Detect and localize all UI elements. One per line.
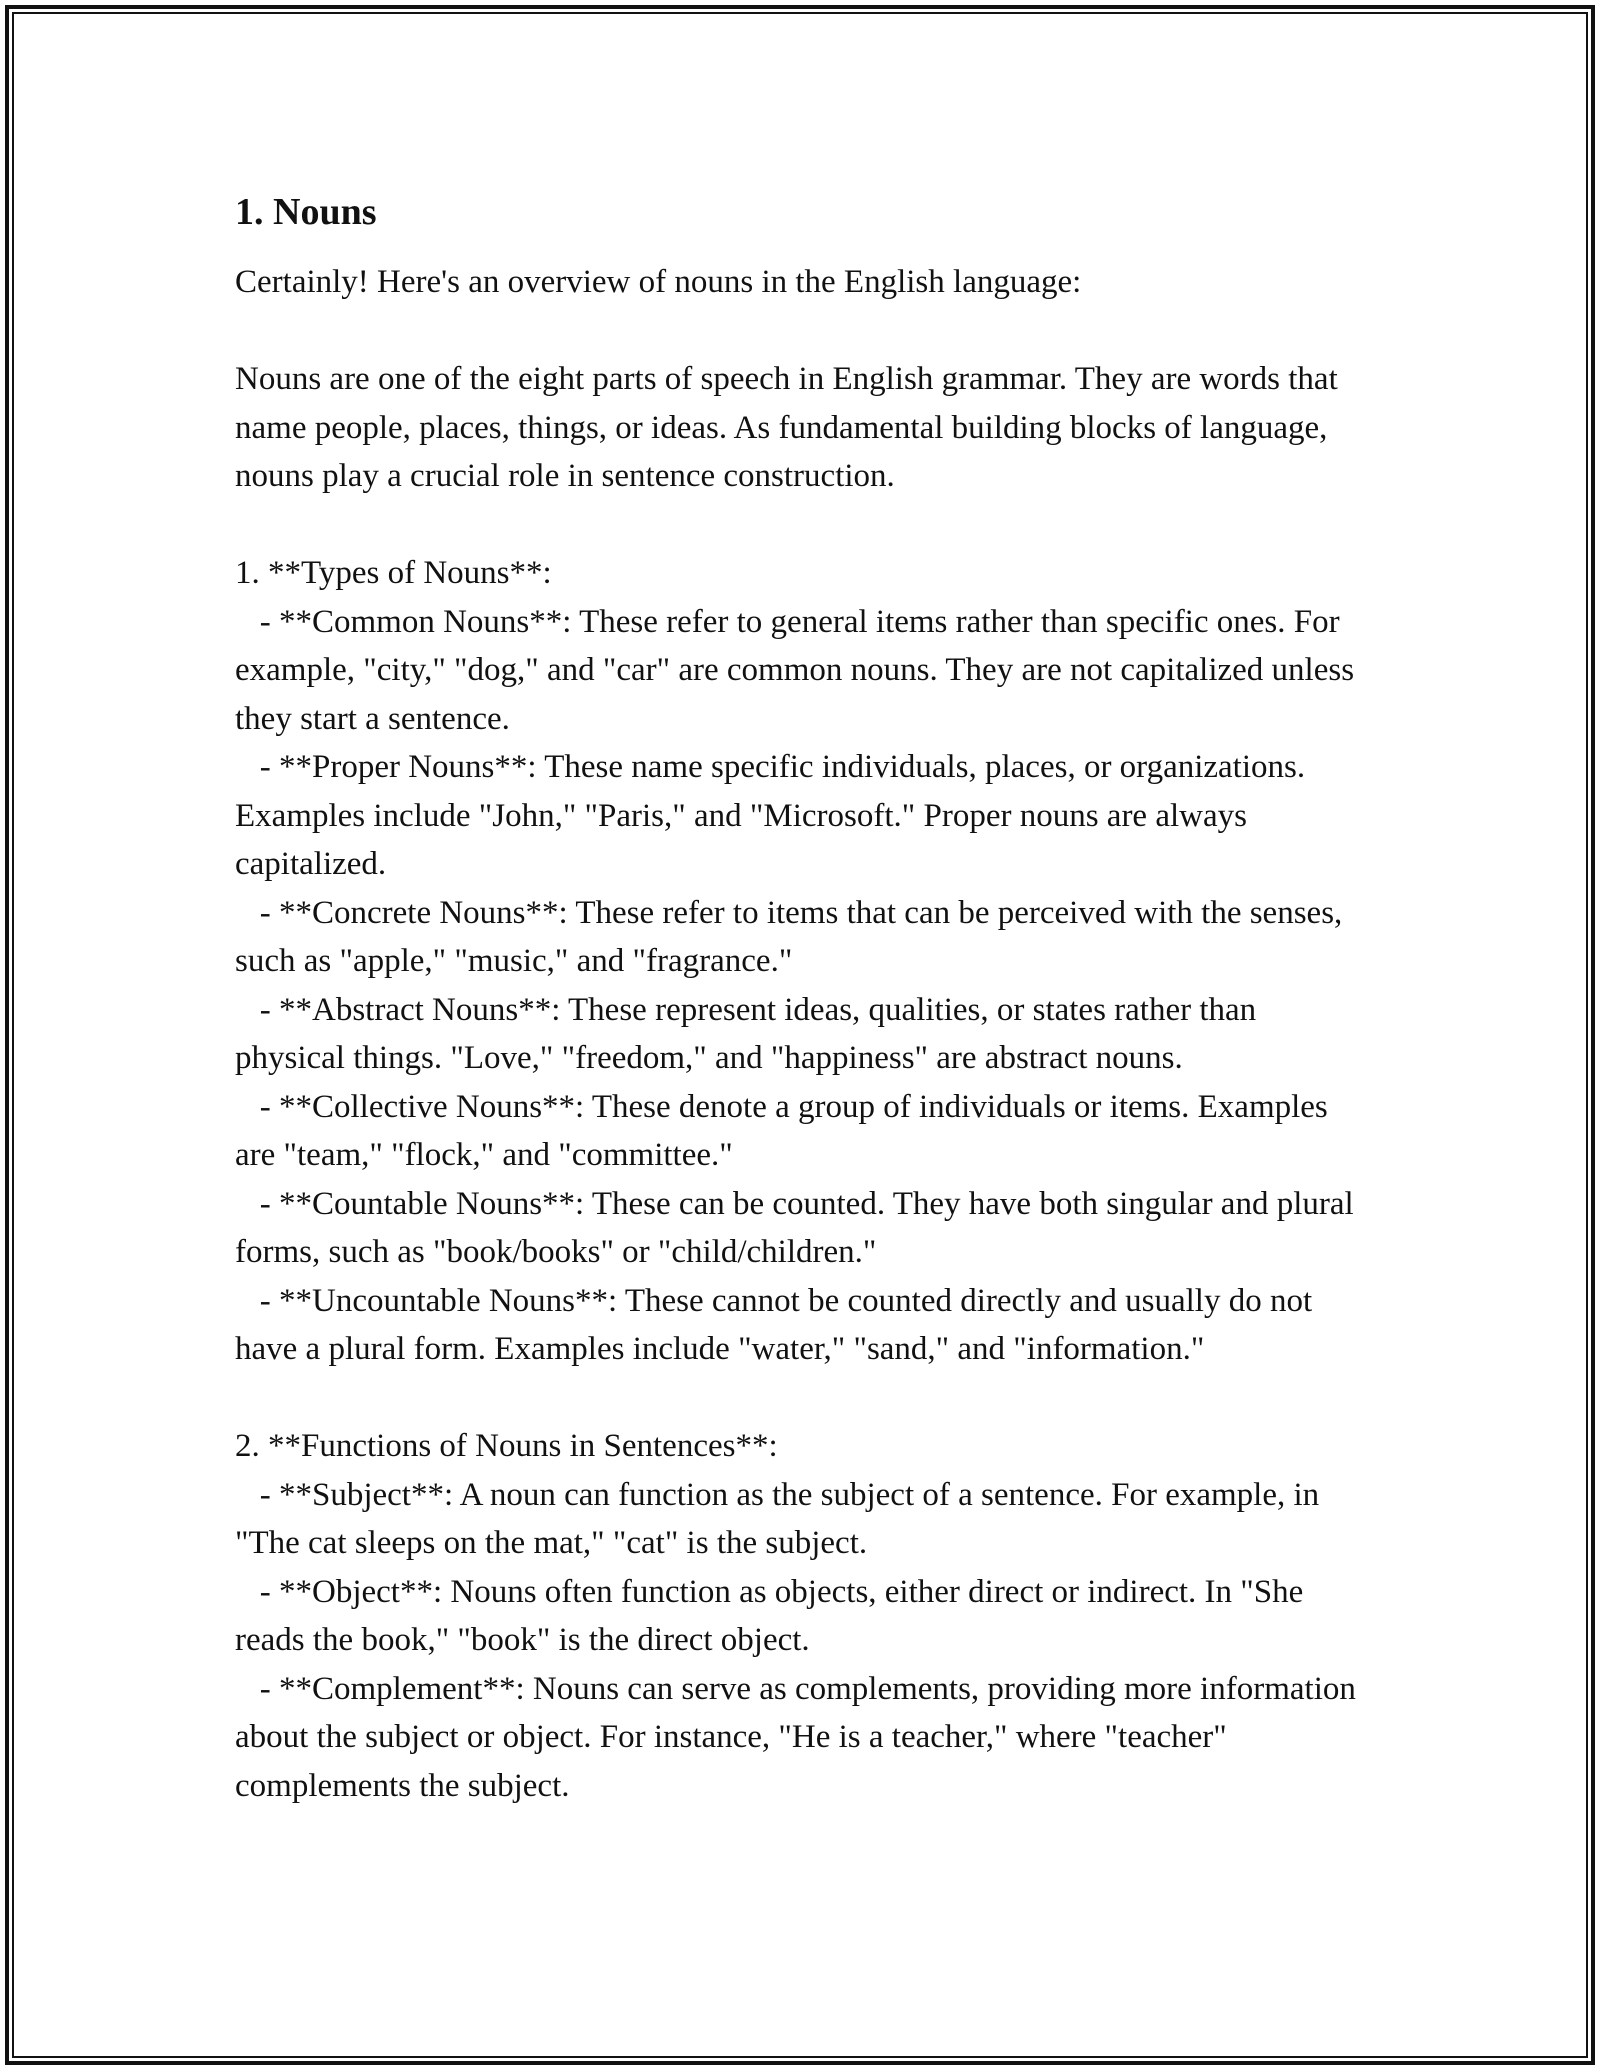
- intro-paragraph: Certainly! Here's an overview of nouns in the English language:: [235, 264, 1082, 300]
- list-item-concrete-nouns: - **Concrete Nouns**: These refer to items that can be perceived with the senses, such as "apple," "music," and "fragrance.": [235, 894, 1351, 979]
- list-item-abstract-nouns: - **Abstract Nouns**: These represent ideas, qualities, or states rather than physical things. "Love," "freedom," and "happiness" are abstract nouns.: [235, 991, 1265, 1076]
- paragraph-gap: [235, 1374, 1370, 1423]
- functions-title: 2. **Functions of Nouns in Sentences**:: [235, 1428, 778, 1464]
- document-body: [235, 186, 1370, 1810]
- list-item-subject: - **Subject**: A noun can function as the subject of a sentence. For example, in "The cat sleeps on the mat," "cat" is the subject.: [235, 1476, 1328, 1561]
- paragraph-gap: [235, 501, 1370, 550]
- list-item-common-nouns: - **Common Nouns**: These refer to general items rather than specific ones. For example, "city," "dog," and "car" are common nouns. They are not capitalized unless they start a sentence.: [235, 603, 1363, 737]
- list-item-object: - **Object**: Nouns often function as objects, either direct or indirect. In "She reads the book," "book" is the direct object.: [235, 1573, 1312, 1658]
- list-item-uncountable-nouns: - **Uncountable Nouns**: These cannot be counted directly and usually do not have a plural form. Examples include "water," "sand," and "information.": [235, 1282, 1321, 1367]
- list-item-collective-nouns: - **Collective Nouns**: These denote a group of individuals or items. Examples are "team," "flock," and "committee.": [235, 1088, 1337, 1173]
- list-item-countable-nouns: - **Countable Nouns**: These can be counted. They have both singular and plural forms, such as "book/books" or "child/children.": [235, 1185, 1362, 1270]
- section-heading: 1. Nouns: [235, 191, 377, 233]
- types-title: 1. **Types of Nouns**:: [235, 555, 552, 591]
- list-item-proper-nouns: - **Proper Nouns**: These name specific individuals, places, or organizations. Examples include "John," "Paris," and "Microsoft." Proper nouns are always capitalized.: [235, 749, 1314, 882]
- paragraph-gap: [235, 307, 1370, 356]
- overview-paragraph: Nouns are one of the eight parts of speech in English grammar. They are words that name people, places, things, or ideas. As fundamental building blocks of language, nouns play a crucial role in sentence construction.: [235, 361, 1346, 494]
- list-item-complement: - **Complement**: Nouns can serve as complements, providing more information about the subject or object. For instance, "He is a teacher," where "teacher" complements the subject.: [235, 1670, 1365, 1804]
